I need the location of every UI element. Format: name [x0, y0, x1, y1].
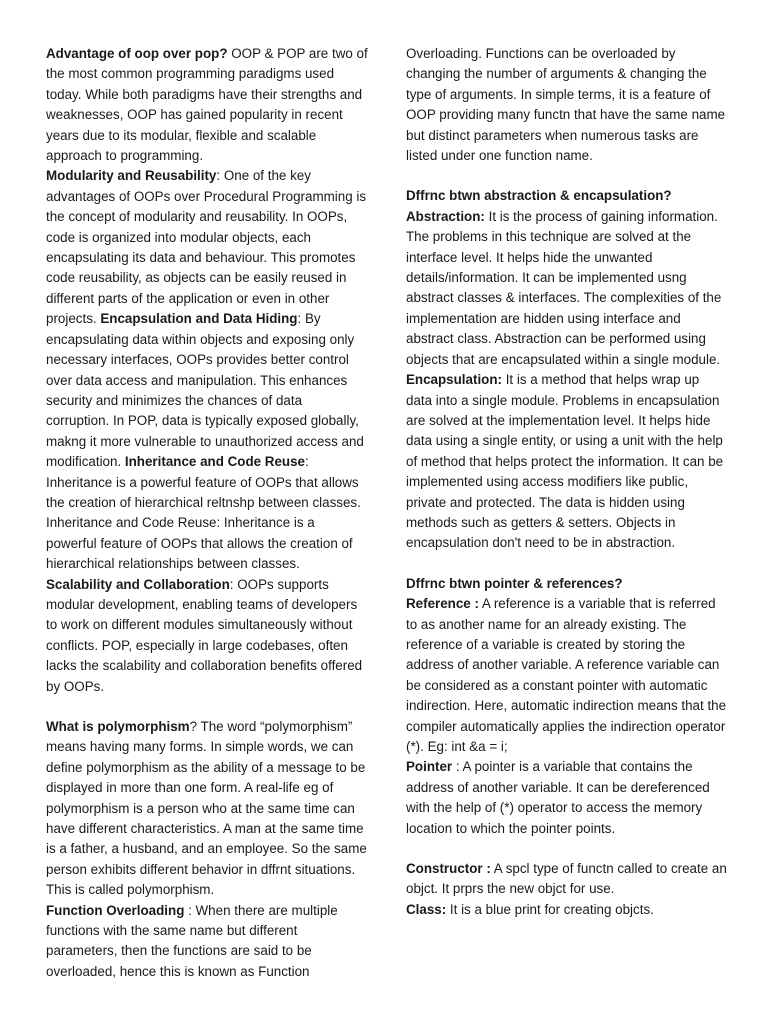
pointer-heading: Pointer [406, 759, 453, 775]
class-heading: Class: [406, 901, 447, 917]
modularity-heading: Modularity and Reusability [46, 168, 217, 184]
inheritance-heading: Inheritance and Code Reuse [124, 454, 305, 470]
polymorphism-paragraph: What is polymorphism? The word “polymorphism” means having many forms. In simple words, we can define polymorphism as the ability of a message to be displayed in more than one form. A real-life eg of polymorphism is a person who at the same time can have different characteristics. A man at the same time is a father, a husband, and an employee. So the same person exhibits different behavior in dffrnt situations. This is called polymorphism. [46, 719, 367, 898]
oop-vs-pop-heading: Advantage of oop over pop? [46, 46, 228, 61]
encapsulation-def-heading: Encapsulation: [406, 372, 502, 388]
polymorphism-heading: What is polymorphism [46, 719, 190, 734]
encapsulation-heading: Encapsulation and Data Hiding [100, 311, 298, 327]
reference-heading: Reference : [406, 596, 479, 612]
pointer-vs-reference-title: Dffrnc btwn pointer & references? [406, 575, 623, 591]
oop-advantages-paragraph: Modularity and Reusability: One of the key advantages of OOPs over Procedural Programming is the concept of modularity and reusability. In OOPs, code is organized into modular objects, each encapsulating its data and behaviour. This promotes code reusability, as objects can be easily reused in different parts of the application or even in other projects. Encapsulation and Data Hiding: By encapsulating data within objects and exposing only necessary interfaces, OOPs provides better control over data access and manipulation. This enhances security and minimizes the chances of data corruption. In POP, data is typically exposed globally, makng it more vulnerable to unauthorized access and modification. Inheritance and Code Reuse: Inheritance is a powerful feature of OOPs that allows the creation of hierarchical reltnshp between classes. Inheritance and Code Reuse: Inheritance is a powerful feature of OOPs that allows the creation of hierarchical relationships between classes. Scalability and Collaboration: OOPs supports modular development, enabling teams of developers to work on different modules simultaneously without conflicts. POP, especially in large codebases, often lacks the scalability and collaboration benefits offered by OOPs. [46, 168, 367, 694]
reference-paragraph: Reference : A reference is a variable that is referred to as another name for an already existing. The reference of a variable is created by storing the address of another variable. A reference variable can be considered as a constant pointer with automatic indirection. Here, automatic indirection means that the compiler automatically applies the indirection operator (*). Eg: int &a = i; [406, 596, 727, 754]
oop-vs-pop-paragraph: Advantage of oop over pop? OOP & POP are two of the most common programming paradigms used today. While both paradigms have their strengths and weaknesses, OOP has gained popularity in recent years due to its modular, flexible and scalable approach to programming. [46, 46, 368, 164]
scalability-heading: Scalability and Collaboration [46, 576, 230, 592]
abstraction-vs-encapsulation-title: Dffrnc btwn abstraction & encapsulation? [406, 188, 672, 204]
class-paragraph: Class: It is a blue print for creating objcts. [406, 901, 654, 917]
function-overloading-paragraph: Function Overloading : When there are multiple functions with the same name but different parameters, then the functions are said to be overloaded, hence this is known as Function [46, 902, 338, 979]
left-column [46, 44, 368, 982]
right-column [406, 44, 728, 920]
constructor-paragraph: Constructor : A spcl type of functn called to create an objct. It prprs the new objct for use. [406, 861, 727, 897]
function-overloading-heading: Function Overloading [46, 902, 185, 918]
overloading-continued-paragraph: Overloading. Functions can be overloaded by changing the number of arguments & changing the type of arguments. In simple terms, it is a feature of OOP providing many functn that have the same name but distinct parameters when numerous tasks are listed under one function name. [406, 46, 726, 164]
pointer-paragraph: Pointer : A pointer is a variable that contains the address of another variable. It can be dereferenced with the help of (*) operator to access the memory location to which the pointer points. [406, 759, 710, 836]
abstraction-heading: Abstraction: [406, 208, 485, 224]
abstraction-encapsulation-paragraph: Abstraction: It is the process of gaining information. The problems in this technique are solved at the interface level. It helps hide the unwanted details/information. It can be implemented usng abstract classes & interfaces. The complexities of the implementation are hidden using interface and abstract class. Abstraction can be performed using objects that are encapsulated within a single module. Encapsulation: It is a method that helps wrap up data into a single module. Problems in encapsulation are solved at the implementation level. It helps hide data using a single entity, or using a unit with the help of method that helps protect the information. It can be implemented using access modifiers like public, private and protected. The data is hidden using methods such as getters & setters. Objects in encapsulation don't need to be in abstraction. [406, 208, 724, 551]
constructor-heading: Constructor : [406, 861, 491, 877]
